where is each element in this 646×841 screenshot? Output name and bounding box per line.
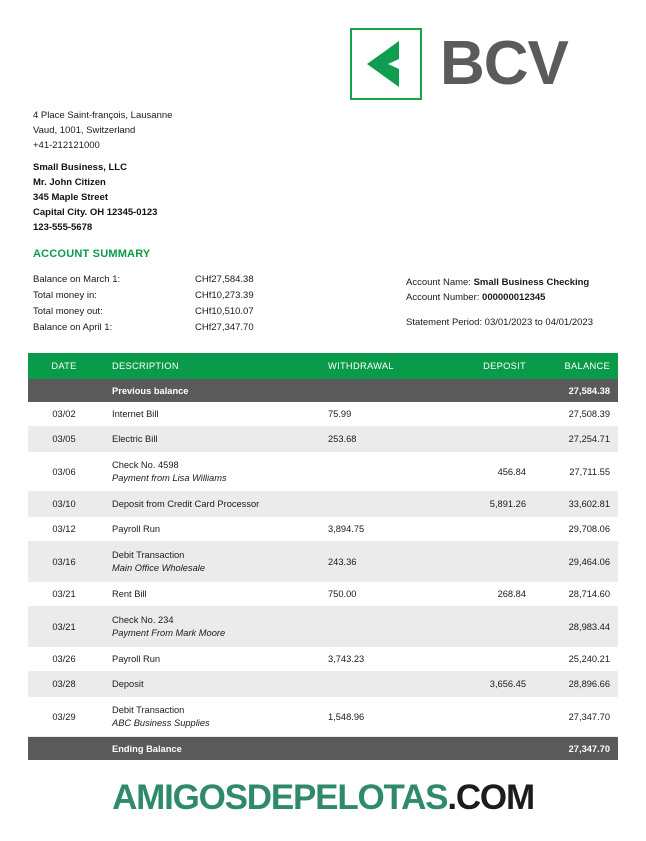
row-balance: 28,983.44 [568, 621, 610, 632]
row-description-sub: Payment from Lisa Williams [112, 473, 227, 483]
table-row [28, 607, 618, 647]
row-description-main: Check No. 234 [112, 615, 174, 625]
ending-balance-row [28, 737, 618, 760]
column-header-withdrawal: WITHDRAWAL [328, 361, 394, 371]
watermark-tld: .COM [447, 778, 534, 817]
row-withdrawal: 3,894.75 [328, 524, 365, 534]
row-description-main: Payroll Run [112, 524, 161, 534]
row-description [100, 499, 328, 509]
chevron-left-mark-icon [350, 28, 422, 100]
account-name-line [406, 275, 589, 290]
row-date: 03/10 [52, 499, 76, 509]
row-description [100, 679, 328, 689]
row-date: 03/29 [52, 711, 76, 722]
row-withdrawal: 75.99 [328, 409, 352, 419]
row-description-main: Check No. 4598 [112, 460, 179, 470]
column-header-balance: BALANCE [564, 361, 610, 371]
bank-address [33, 108, 172, 153]
customer-name: Small Business, LLC [33, 162, 127, 173]
summary-row [33, 272, 333, 288]
site-watermark [0, 778, 646, 818]
row-balance: 28,896.66 [568, 679, 610, 689]
previous-balance-row [28, 379, 618, 402]
bank-address-line-3: +41-212121000 [33, 140, 100, 151]
table-row [28, 582, 618, 607]
table-row [28, 402, 618, 427]
statement-period: Statement Period: 03/01/2023 to 04/01/2023 [406, 317, 593, 328]
row-date: 03/02 [52, 409, 76, 419]
row-balance: 25,240.21 [568, 654, 610, 664]
row-description-main: Debit Transaction [112, 705, 185, 715]
summary-value: CHf27,584.38 [195, 274, 254, 285]
row-deposit: 5,891.26 [489, 499, 526, 509]
customer-street: 345 Maple Street [33, 192, 108, 203]
table-row [28, 492, 618, 517]
row-withdrawal: 3,743.23 [328, 654, 365, 664]
row-description-main: Internet Bill [112, 409, 159, 419]
bank-address-line-1: 4 Place Saint-françois, Lausanne [33, 110, 173, 121]
summary-value: CHf10,510.07 [195, 306, 254, 317]
table-row [28, 647, 618, 672]
row-description [100, 705, 328, 728]
row-description [100, 434, 328, 444]
row-withdrawal: 1,548.96 [328, 711, 365, 722]
ending-balance-label: Ending Balance [112, 743, 182, 754]
row-date: 03/16 [52, 556, 76, 567]
table-row [28, 697, 618, 737]
row-description [100, 550, 328, 573]
table-row [28, 427, 618, 452]
row-balance: 33,602.81 [568, 499, 610, 509]
brand-wordmark: BCV [440, 29, 568, 98]
customer-address [33, 160, 157, 235]
summary-value: CHf27,347.70 [195, 322, 254, 333]
previous-balance-label: Previous balance [112, 385, 189, 396]
row-description-main: Debit Transaction [112, 550, 185, 560]
summary-label: Total money out: [33, 306, 103, 317]
row-description-sub: Main Office Wholesale [112, 563, 206, 573]
row-date: 03/28 [52, 679, 76, 689]
row-description [100, 460, 328, 483]
row-description-main: Payroll Run [112, 654, 161, 664]
account-name-label: Account Name: [406, 277, 474, 288]
summary-row [33, 288, 333, 304]
row-description [100, 409, 328, 419]
row-description-main: Rent Bill [112, 589, 147, 599]
row-date: 03/21 [52, 621, 76, 632]
account-info [406, 275, 589, 305]
row-date: 03/12 [52, 524, 76, 534]
customer-contact: Mr. John Citizen [33, 177, 106, 188]
account-number-value: 000000012345 [482, 292, 546, 303]
customer-phone: 123-555-5678 [33, 222, 93, 233]
row-balance: 27,254.71 [568, 434, 610, 444]
row-balance: 28,714.60 [568, 589, 610, 599]
summary-row [33, 304, 333, 320]
row-balance: 29,708.06 [568, 524, 610, 534]
brand-logo [350, 28, 568, 100]
row-deposit: 3,656.45 [489, 679, 526, 689]
previous-balance-amount: 27,584.38 [568, 385, 610, 396]
row-date: 03/26 [52, 654, 76, 664]
row-description-sub: Payment From Mark Moore [112, 628, 226, 638]
row-balance: 27,711.55 [569, 466, 610, 477]
row-date: 03/21 [52, 589, 76, 599]
row-withdrawal: 243.36 [328, 556, 357, 567]
ending-balance-amount: 27,347.70 [568, 743, 610, 754]
column-header-description: DESCRIPTION [112, 361, 179, 371]
row-description-main: Deposit from Credit Card Processor [112, 499, 260, 509]
row-description [100, 615, 328, 638]
column-header-deposit: DEPOSIT [483, 361, 526, 371]
row-date: 03/05 [52, 434, 76, 444]
summary-label: Total money in: [33, 290, 97, 301]
bank-address-line-2: Vaud, 1001, Switzerland [33, 125, 136, 136]
row-description-main: Deposit [112, 679, 144, 689]
column-header-date: DATE [51, 361, 77, 371]
row-balance: 29,464.06 [568, 556, 610, 567]
account-number-label: Account Number: [406, 292, 483, 303]
watermark-name: AMIGOSDEPELOTAS [112, 778, 448, 817]
account-summary-list [33, 272, 333, 336]
row-date: 03/06 [52, 466, 76, 477]
table-row [28, 542, 618, 582]
customer-city-state-zip: Capital City. OH 12345-0123 [33, 207, 158, 218]
table-header-row [28, 353, 618, 379]
row-balance: 27,508.39 [568, 409, 610, 419]
row-description [100, 589, 328, 599]
table-row [28, 452, 618, 492]
account-summary-title: ACCOUNT SUMMARY [33, 248, 151, 260]
table-row [28, 672, 618, 697]
row-deposit: 456.84 [497, 466, 526, 477]
row-description [100, 654, 328, 664]
row-withdrawal: 253.68 [328, 434, 357, 444]
row-description-main: Electric Bill [112, 434, 158, 444]
row-description-sub: ABC Business Supplies [112, 718, 210, 728]
summary-label: Balance on March 1: [33, 274, 121, 285]
account-number-line [406, 290, 589, 305]
row-deposit: 268.84 [497, 589, 526, 599]
summary-label: Balance on April 1: [33, 322, 113, 333]
transactions-table [28, 353, 618, 760]
summary-row [33, 320, 333, 336]
row-withdrawal: 750.00 [328, 589, 357, 599]
summary-value: CHf10,273.39 [195, 290, 254, 301]
table-row [28, 517, 618, 542]
row-balance: 27,347.70 [568, 711, 610, 722]
account-name-value: Small Business Checking [473, 277, 590, 288]
row-description [100, 524, 328, 534]
